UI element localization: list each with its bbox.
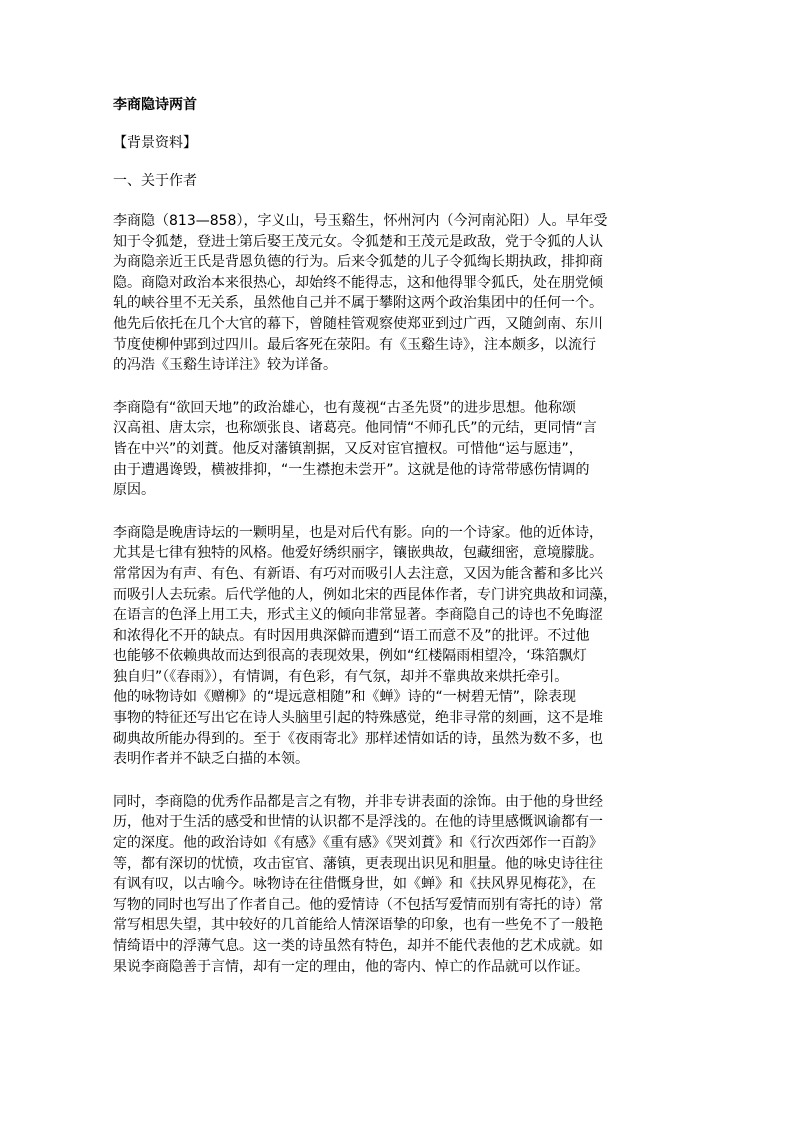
paragraph-line: 表明作者并不缺乏白描的本领。 bbox=[113, 751, 309, 768]
subsection-label: 一、关于作者 bbox=[113, 173, 197, 189]
paragraph-line: 他的咏物诗如《赠柳》的“堤远意相随”和《蝉》诗的“一树碧无情”，除表现 bbox=[113, 689, 577, 706]
paragraph-line: 等，都有深切的忧愤，攻击宦官、藩镇，更表现出识见和胆量。他的咏史诗往往 bbox=[113, 855, 603, 872]
paragraph-line: 轧的峡谷里不无关系，虽然他自己并不属于攀附这两个政治集团中的任何一个。 bbox=[113, 295, 603, 312]
paragraph-line: 隐。商隐对政治本来很热心，却始终不能得志，这和他得罪令狐氏，处在朋党倾 bbox=[113, 274, 603, 291]
paragraph-line: 为商隐亲近王氏是背恩负德的行为。后来令狐楚的儿子令狐绹长期执政，排抑商 bbox=[113, 254, 603, 271]
paragraph-4 bbox=[113, 792, 688, 977]
paragraph-line: 独自归”（《春雨》），有情调，有色彩，有气氛，却并不靠典故来烘托牵引。 bbox=[113, 668, 569, 685]
paragraph-line: 写物的同时也写出了作者自己。他的爱情诗（不包括写爱情而别有寄托的诗）常 bbox=[113, 896, 603, 913]
paragraph-line: 和浓得化不开的缺点。有时因用典深僻而遭到“语工而意不及”的批评。不过他 bbox=[113, 627, 590, 644]
paragraph-line: 知于令狐楚，登进士第后娶王茂元女。令狐楚和王茂元是政敌，党于令狐的人认 bbox=[113, 233, 603, 250]
paragraph-line: 李商隐是晚唐诗坛的一颗明星，也是对后代有影。向的一个诗家。他的近体诗， bbox=[113, 524, 603, 541]
paragraph-line: 定的深度。他的政治诗如《有感》《重有感》《哭刘蕡》和《行次西郊作一百韵》 bbox=[113, 835, 603, 852]
section-label: 【背景资料】 bbox=[113, 135, 197, 151]
paragraph-line: 李商隐（813—858），字义山，号玉谿生，怀州河内（今河南沁阳）人。早年受 bbox=[113, 213, 608, 229]
document-title: 李商隐诗两首 bbox=[113, 97, 197, 113]
paragraph-line: 皆在中兴”的刘蕡。他反对藩镇割据，又反对宦官擅权。可惜他“运与愿违”， bbox=[113, 440, 583, 457]
paragraph-line: 他先后依托在几个大官的幕下，曾随桂管观察使郑亚到过广西，又随剑南、东川 bbox=[113, 315, 603, 332]
paragraph-line: 同时，李商隐的优秀作品都是言之有物，并非专讲表面的涂饰。由于他的身世经 bbox=[113, 793, 603, 810]
paragraph-line: 情绮语中的浮薄气息。这一类的诗虽然有特色，却并不能代表他的艺术成就。如 bbox=[113, 938, 603, 954]
paragraph-line: 历，他对于生活的感受和世情的认识都不是浮浅的。在他的诗里感慨讽谕都有一 bbox=[113, 814, 603, 831]
paragraph-3 bbox=[113, 523, 688, 770]
paragraph-line: 节度使柳仲郢到过四川。最后客死在荥阳。有《玉谿生诗》，注本颇多，以流行 bbox=[113, 336, 596, 353]
paragraph-line: 常常因为有声、有色、有新语、有巧对而吸引人去注意，又因为能含蓄和多比兴 bbox=[113, 565, 603, 582]
paragraph-line: 由于遭遇谗毁，横被排抑，“一生襟抱未尝开”。这就是他的诗常带感伤情调的 bbox=[113, 461, 590, 478]
paragraph-line: 而吸引人去玩索。后代学他的人，例如北宋的西昆体作者，专门讲究典故和词藻， bbox=[113, 586, 617, 603]
paragraph-line: 常写相思失望，其中较好的几首能给人情深语挚的印象，也有一些免不了一般艳 bbox=[113, 917, 603, 934]
paragraph-line: 砌典故所能办得到的。至于《夜雨寄北》那样述情如话的诗，虽然为数不多，也 bbox=[113, 730, 603, 747]
paragraph-1 bbox=[113, 211, 688, 376]
paragraph-line: 李商隐有“欲回天地”的政治雄心，也有蔑视“古圣先贤”的进步思想。他称颂 bbox=[113, 399, 577, 416]
paragraph-line: 原因。 bbox=[113, 482, 155, 499]
paragraph-line: 在语言的色泽上用工夫，形式主义的倾向非常显著。李商隐自己的诗也不免晦涩 bbox=[113, 607, 603, 624]
document-body bbox=[113, 97, 688, 977]
paragraph-line: 尤其是七律有独特的风格。他爱好绣织丽字，镶嵌典故，包藏细密，意境朦胧。 bbox=[113, 545, 603, 562]
paragraph-line: 也能够不依赖典故而达到很高的表现效果，例如“红楼隔雨相望冷，‘珠箔飘灯 bbox=[113, 648, 587, 665]
paragraph-line: 汉高祖、唐太宗，也称颂张良、诸葛亮。他同情“不师孔氏”的元结，更同情“言 bbox=[113, 420, 597, 437]
paragraph-line: 事物的特征还写出它在诗人头脑里引起的特殊感觉，绝非寻常的刻画，这不是堆 bbox=[113, 710, 603, 727]
paragraph-line: 果说李商隐善于言情，却有一定的理由，他的寄内、悼亡的作品就可以作证。 bbox=[113, 958, 589, 975]
paragraph-line: 有讽有叹，以古喻今。咏物诗在往借慨身世，如《蝉》和《扶风界见梅花》，在 bbox=[113, 876, 596, 893]
paragraph-line: 的冯浩《玉谿生诗详注》较为详备。 bbox=[113, 357, 337, 374]
paragraph-2 bbox=[113, 398, 688, 501]
